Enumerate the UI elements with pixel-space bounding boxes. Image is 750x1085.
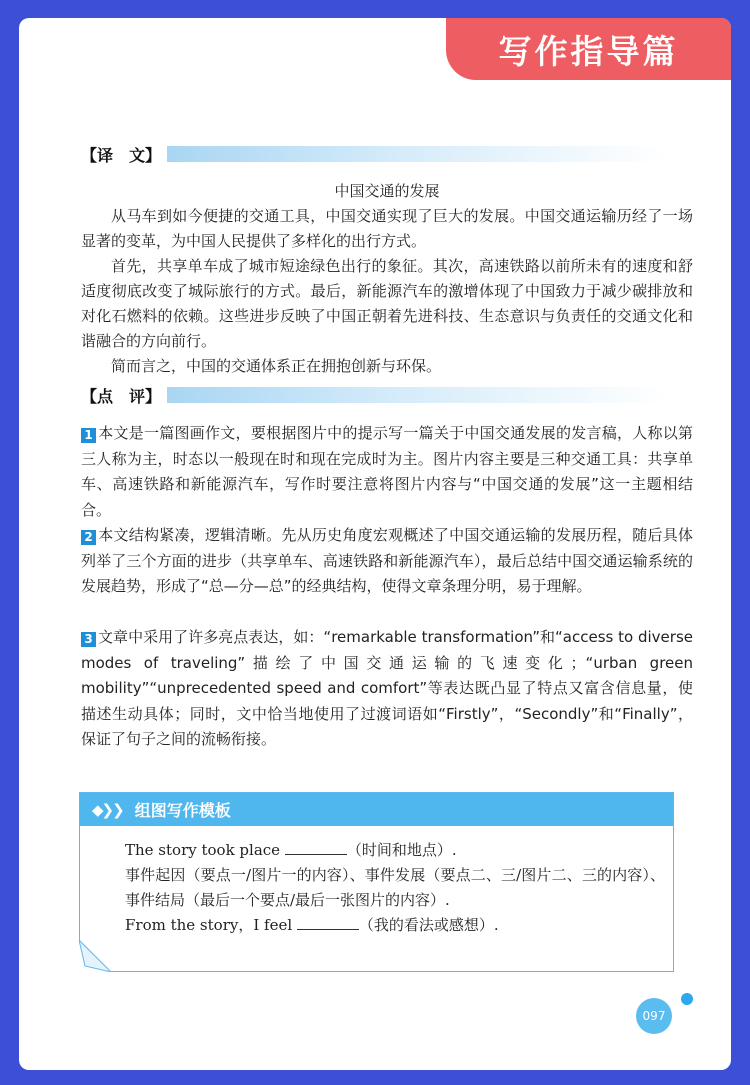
writing-template-box	[79, 792, 674, 972]
page-fold-icon	[79, 940, 111, 972]
comment-item-text: 本文结构紧凑，逻辑清晰。先从历史角度宏观概述了中国交通运输的发展历程，随后具体列举了三个方面的进步（共享单车、高速铁路和新能源汽车），最后总结中国交通运输系统的发展趋势，形成了“总—分—总”的经典结构，使得文章条理分明，易于理解。	[81, 526, 693, 595]
template-text: （时间和地点）.	[346, 841, 457, 859]
translation-paragraph-3: 简而言之，中国的交通体系正在拥抱创新与环保。	[111, 357, 442, 375]
translation-title: 中国交通的发展	[334, 182, 440, 200]
fill-blank	[285, 840, 347, 855]
diamond-arrows-icon: ◆❯❯	[92, 800, 123, 819]
template-line-1	[125, 838, 665, 863]
comment-item-text: 本文是一篇图画作文，要根据图片中的提示写一篇关于中国交通发展的发言稿，人称以第三人称为主，时态以一般现在时和现在完成时为主。图片内容主要是三种交通工具：共享单车、高速铁路和新能源汽车，写作时要注意将图片内容与“中国交通的发展”这一主题相结合。	[81, 424, 693, 519]
comment-item-2	[81, 523, 693, 600]
comment-item-1	[81, 421, 693, 523]
translation-heading	[81, 143, 667, 165]
template-title: 组图写作模板	[134, 801, 231, 820]
template-header	[80, 793, 673, 826]
comment-item-text: 文章中采用了许多亮点表达，如：“remarkable transformation”和“access to diverse modes of traveling”描绘了中国交通运输的飞速变化；“urban green mobility”“unprecedented speed and comfort”等表达既凸显了特点又富含信息量，使描述生动具体；同时，文中恰当地使用了过渡词语如“Firstly”，“Secondly”和“Finally”，保证了句子之间的流畅衔接。	[81, 628, 693, 748]
translation-paragraph-1: 从马车到如今便捷的交通工具，中国交通实现了巨大的发展。中国交通运输历经了一场显著的变革，为中国人民提供了多样化的出行方式。	[81, 207, 693, 250]
comment-item-3	[81, 625, 693, 753]
heading-bar	[167, 146, 667, 162]
fill-blank	[297, 915, 359, 930]
comment-heading	[81, 384, 667, 406]
item-number-badge: 3	[81, 632, 96, 647]
page	[19, 18, 731, 1070]
template-text: The story took place	[125, 841, 285, 859]
comment-label: 【点 评】	[81, 386, 162, 406]
translation-label: 【译 文】	[81, 145, 162, 165]
section-banner: 写作指导篇	[446, 18, 731, 80]
template-text: From the story，I feel	[125, 916, 297, 934]
template-line-2	[80, 863, 665, 913]
page-number: 097	[636, 998, 672, 1034]
template-line-3	[125, 913, 665, 938]
template-text: （我的看法或感想）.	[358, 916, 499, 934]
page-number-dot	[681, 993, 693, 1005]
template-text: 事件起因（要点一/图片一的内容）、事件发展（要点二、三/图片二、三的内容）、事件结局（最后一个要点/最后一张图片的内容）.	[125, 866, 665, 909]
template-body	[125, 838, 665, 938]
item-number-badge: 2	[81, 530, 96, 545]
heading-bar	[167, 387, 667, 403]
item-number-badge: 1	[81, 428, 96, 443]
translation-paragraph-2: 首先，共享单车成了城市短途绿色出行的象征。其次，高速铁路以前所未有的速度和舒适度彻底改变了城际旅行的方式。最后，新能源汽车的激增体现了中国致力于减少碳排放和对化石燃料的依赖。这些进步反映了中国正朝着先进科技、生态意识与负责任的交通文化和谐融合的方向前行。	[81, 257, 693, 350]
